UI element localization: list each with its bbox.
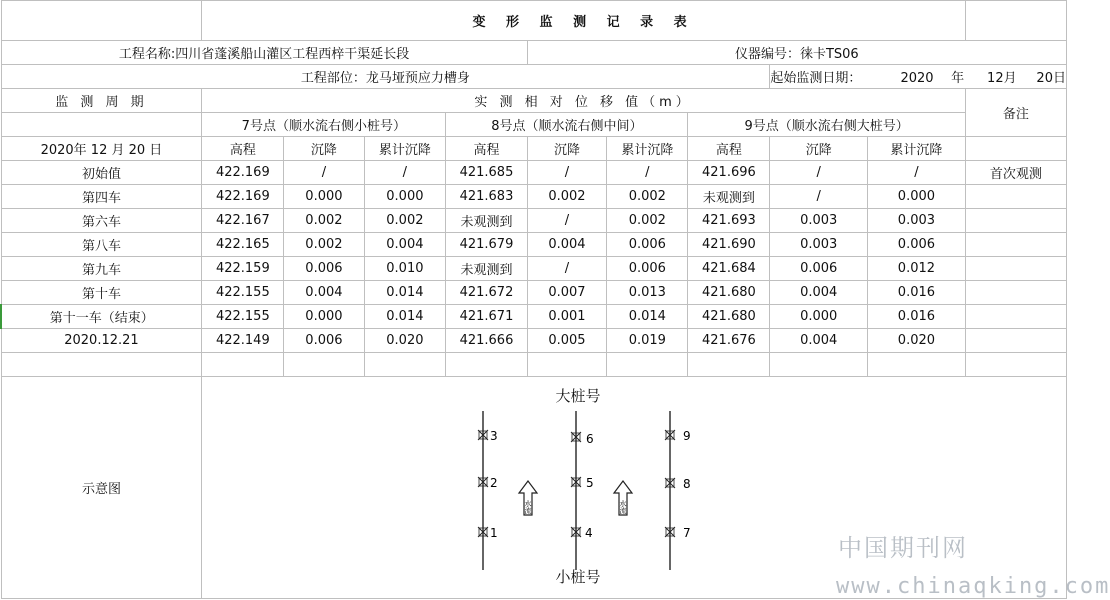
- value-cell[interactable]: 0.006: [607, 233, 688, 257]
- value-cell[interactable]: 0.004: [364, 233, 446, 257]
- sub-header: 沉降: [527, 137, 607, 161]
- point-label: 2: [490, 476, 498, 490]
- point-marker-3: [478, 429, 498, 443]
- value-cell[interactable]: /: [527, 209, 607, 233]
- value-cell[interactable]: 0.004: [527, 233, 607, 257]
- start-date: [770, 65, 1067, 89]
- flow-arrow-icon: [614, 481, 632, 515]
- table-row: [1, 185, 1067, 209]
- empty-cell[interactable]: [1, 353, 202, 377]
- corner-cell[interactable]: [1, 1, 202, 41]
- point-label: 3: [490, 429, 498, 443]
- remarks-header: 备注: [965, 89, 1066, 137]
- point-marker-7: [665, 526, 691, 540]
- value-cell[interactable]: 422.149: [202, 329, 284, 353]
- period-cell[interactable]: 第六车: [1, 209, 202, 233]
- point-marker-8: [665, 477, 691, 491]
- value-cell[interactable]: 0.006: [284, 329, 364, 353]
- period-cell[interactable]: 2020.12.21: [1, 329, 202, 353]
- value-cell[interactable]: 421.683: [446, 185, 527, 209]
- point-label: 4: [585, 526, 593, 540]
- value-cell[interactable]: 422.159: [202, 257, 284, 281]
- value-cell[interactable]: 未观测到: [446, 209, 527, 233]
- remark-cell[interactable]: [965, 209, 1066, 233]
- value-cell[interactable]: 0.014: [364, 305, 446, 329]
- table-row: [1, 329, 1067, 353]
- value-cell[interactable]: 421.679: [446, 233, 527, 257]
- remark-cell[interactable]: [965, 305, 1066, 329]
- value-cell[interactable]: /: [527, 161, 607, 185]
- period-header: 监 测 周 期: [1, 89, 202, 113]
- sub-header: 沉降: [284, 137, 364, 161]
- table-row: [1, 257, 1067, 281]
- value-cell[interactable]: 0.004: [770, 329, 868, 353]
- table-row: [1, 161, 1067, 185]
- point-label: 8: [683, 477, 691, 491]
- value-cell[interactable]: 0.000: [284, 305, 364, 329]
- value-cell[interactable]: 421.666: [446, 329, 527, 353]
- value-cell[interactable]: 421.693: [688, 209, 770, 233]
- value-cell[interactable]: 421.690: [688, 233, 770, 257]
- value-cell[interactable]: 未观测到: [688, 185, 770, 209]
- empty-cell[interactable]: [607, 353, 688, 377]
- empty-cell[interactable]: [446, 353, 527, 377]
- project-part: 工程部位：龙马垭预应力槽身: [1, 65, 770, 89]
- sub-header: 累计沉降: [364, 137, 446, 161]
- value-cell[interactable]: 0.006: [770, 257, 868, 281]
- remark-cell[interactable]: [965, 257, 1066, 281]
- period-cell[interactable]: 第八车: [1, 233, 202, 257]
- sub-header: 高程: [688, 137, 770, 161]
- value-cell[interactable]: 0.002: [607, 185, 688, 209]
- value-cell[interactable]: 0.002: [607, 209, 688, 233]
- start-month: 12月: [987, 71, 1017, 86]
- value-cell[interactable]: 0.012: [868, 257, 966, 281]
- value-cell[interactable]: 0.016: [868, 281, 966, 305]
- value-cell[interactable]: 0.002: [284, 209, 364, 233]
- value-cell[interactable]: 0.000: [284, 185, 364, 209]
- empty-cell[interactable]: [688, 353, 770, 377]
- start-day: 20日: [1036, 71, 1066, 86]
- value-cell[interactable]: 421.680: [688, 305, 770, 329]
- value-cell[interactable]: 0.001: [527, 305, 607, 329]
- point-label: 6: [586, 432, 594, 446]
- value-cell[interactable]: 0.007: [527, 281, 607, 305]
- value-cell[interactable]: /: [770, 185, 868, 209]
- value-cell[interactable]: 421.676: [688, 329, 770, 353]
- value-cell[interactable]: 421.680: [688, 281, 770, 305]
- value-cell[interactable]: 422.155: [202, 305, 284, 329]
- remark-cell[interactable]: [965, 185, 1066, 209]
- sub-header: 高程: [202, 137, 284, 161]
- value-cell[interactable]: 0.006: [868, 233, 966, 257]
- value-cell[interactable]: 0.002: [364, 209, 446, 233]
- remark-cell[interactable]: [965, 233, 1066, 257]
- value-cell[interactable]: 0.002: [284, 233, 364, 257]
- value-cell[interactable]: 421.671: [446, 305, 527, 329]
- empty-cell[interactable]: [202, 353, 284, 377]
- empty-cell[interactable]: [527, 353, 607, 377]
- value-cell[interactable]: 0.013: [607, 281, 688, 305]
- start-year: 2020: [900, 71, 934, 86]
- point-marker-9: [665, 429, 691, 443]
- table-row: [1, 305, 1067, 329]
- page-title: 变 形 监 测 记 录 表: [202, 1, 965, 41]
- project-name: 工程名称:四川省蓬溪船山灌区工程西梓干渠延长段: [1, 41, 527, 65]
- point-label: 5: [586, 476, 594, 490]
- diagram-row-label: 示意图: [1, 377, 202, 599]
- watermark-url: www.chinaqking.com: [836, 574, 1110, 599]
- value-cell[interactable]: 0.000: [364, 185, 446, 209]
- start-date-label: 起始监测日期：: [770, 71, 862, 86]
- period-blank[interactable]: [1, 113, 202, 137]
- value-cell[interactable]: 0.016: [868, 305, 966, 329]
- value-cell[interactable]: 0.003: [868, 209, 966, 233]
- empty-cell[interactable]: [965, 137, 1066, 161]
- value-cell[interactable]: 422.165: [202, 233, 284, 257]
- empty-cell[interactable]: [364, 353, 446, 377]
- sub-header: 累计沉降: [607, 137, 688, 161]
- value-cell[interactable]: 0.003: [770, 209, 868, 233]
- value-cell[interactable]: 421.684: [688, 257, 770, 281]
- period-cell[interactable]: 初始值: [1, 161, 202, 185]
- period-cell[interactable]: 第九车: [1, 257, 202, 281]
- bottom-label: 小桩号: [555, 568, 601, 586]
- value-cell[interactable]: 0.000: [770, 305, 868, 329]
- value-cell[interactable]: 421.685: [446, 161, 527, 185]
- value-cell[interactable]: /: [284, 161, 364, 185]
- period-cell[interactable]: 第四车: [1, 185, 202, 209]
- sub-header: 高程: [446, 137, 527, 161]
- value-cell[interactable]: 422.167: [202, 209, 284, 233]
- table-row: [1, 233, 1067, 257]
- value-cell[interactable]: 0.014: [364, 281, 446, 305]
- value-cell[interactable]: 0.000: [868, 185, 966, 209]
- point-marker-6: [571, 432, 594, 446]
- value-cell[interactable]: 0.004: [284, 281, 364, 305]
- flow-arrow-label: 水流: [524, 500, 532, 514]
- value-cell[interactable]: 0.006: [284, 257, 364, 281]
- value-cell[interactable]: 0.003: [770, 233, 868, 257]
- blank-row: [1, 353, 1067, 377]
- point8-header: 8号点（顺水流右侧中间）: [446, 113, 688, 137]
- empty-cell[interactable]: [868, 353, 966, 377]
- value-cell[interactable]: 0.004: [770, 281, 868, 305]
- value-cell[interactable]: /: [868, 161, 966, 185]
- value-cell[interactable]: 0.002: [527, 185, 607, 209]
- point-label: 9: [683, 429, 691, 443]
- empty-cell[interactable]: [965, 353, 1066, 377]
- title-empty-cell[interactable]: [965, 1, 1066, 41]
- empty-cell[interactable]: [284, 353, 364, 377]
- table-row: [1, 281, 1067, 305]
- point-marker-2: [478, 476, 498, 490]
- value-cell[interactable]: 0.019: [607, 329, 688, 353]
- remark-cell[interactable]: 首次观测: [965, 161, 1066, 185]
- table-row: [1, 209, 1067, 233]
- point-marker-1: [478, 526, 498, 540]
- flow-arrow-icon: [519, 481, 537, 515]
- layout-diagram: [212, 377, 832, 599]
- instrument-number: 仪器编号：徕卡TS06: [527, 41, 1066, 65]
- period-cell[interactable]: 第十一车（结束）: [1, 305, 202, 329]
- point7-header: 7号点（顺水流右侧小桩号）: [202, 113, 446, 137]
- point9-header: 9号点（顺水流右侧大桩号）: [688, 113, 965, 137]
- value-cell[interactable]: 0.006: [607, 257, 688, 281]
- value-cell[interactable]: /: [527, 257, 607, 281]
- value-cell[interactable]: 422.169: [202, 161, 284, 185]
- value-cell[interactable]: 421.696: [688, 161, 770, 185]
- value-cell[interactable]: 0.014: [607, 305, 688, 329]
- point-label: 7: [683, 526, 691, 540]
- year-unit: 年: [951, 71, 965, 86]
- empty-cell[interactable]: [770, 353, 868, 377]
- value-cell[interactable]: 未观测到: [446, 257, 527, 281]
- value-cell[interactable]: /: [607, 161, 688, 185]
- value-cell[interactable]: 422.169: [202, 185, 284, 209]
- top-label: 大桩号: [555, 387, 601, 405]
- value-cell[interactable]: 421.672: [446, 281, 527, 305]
- remark-cell[interactable]: [965, 281, 1066, 305]
- point-marker-4: [571, 526, 593, 540]
- value-cell[interactable]: /: [364, 161, 446, 185]
- remark-cell[interactable]: [965, 329, 1066, 353]
- base-date: 2020年 12 月 20 日: [1, 137, 202, 161]
- measured-header: 实 测 相 对 位 移 值（m）: [202, 89, 965, 113]
- point-marker-5: [571, 476, 594, 490]
- value-cell[interactable]: 422.155: [202, 281, 284, 305]
- period-cell[interactable]: 第十车: [1, 281, 202, 305]
- sub-header: 累计沉降: [868, 137, 966, 161]
- value-cell[interactable]: 0.020: [868, 329, 966, 353]
- watermark-logo: 中国期刊网: [838, 534, 968, 562]
- value-cell[interactable]: /: [770, 161, 868, 185]
- point-label: 1: [490, 526, 498, 540]
- sub-header: 沉降: [770, 137, 868, 161]
- value-cell[interactable]: 0.010: [364, 257, 446, 281]
- flow-arrow-label: 水流: [619, 500, 627, 514]
- value-cell[interactable]: 0.020: [364, 329, 446, 353]
- value-cell[interactable]: 0.005: [527, 329, 607, 353]
